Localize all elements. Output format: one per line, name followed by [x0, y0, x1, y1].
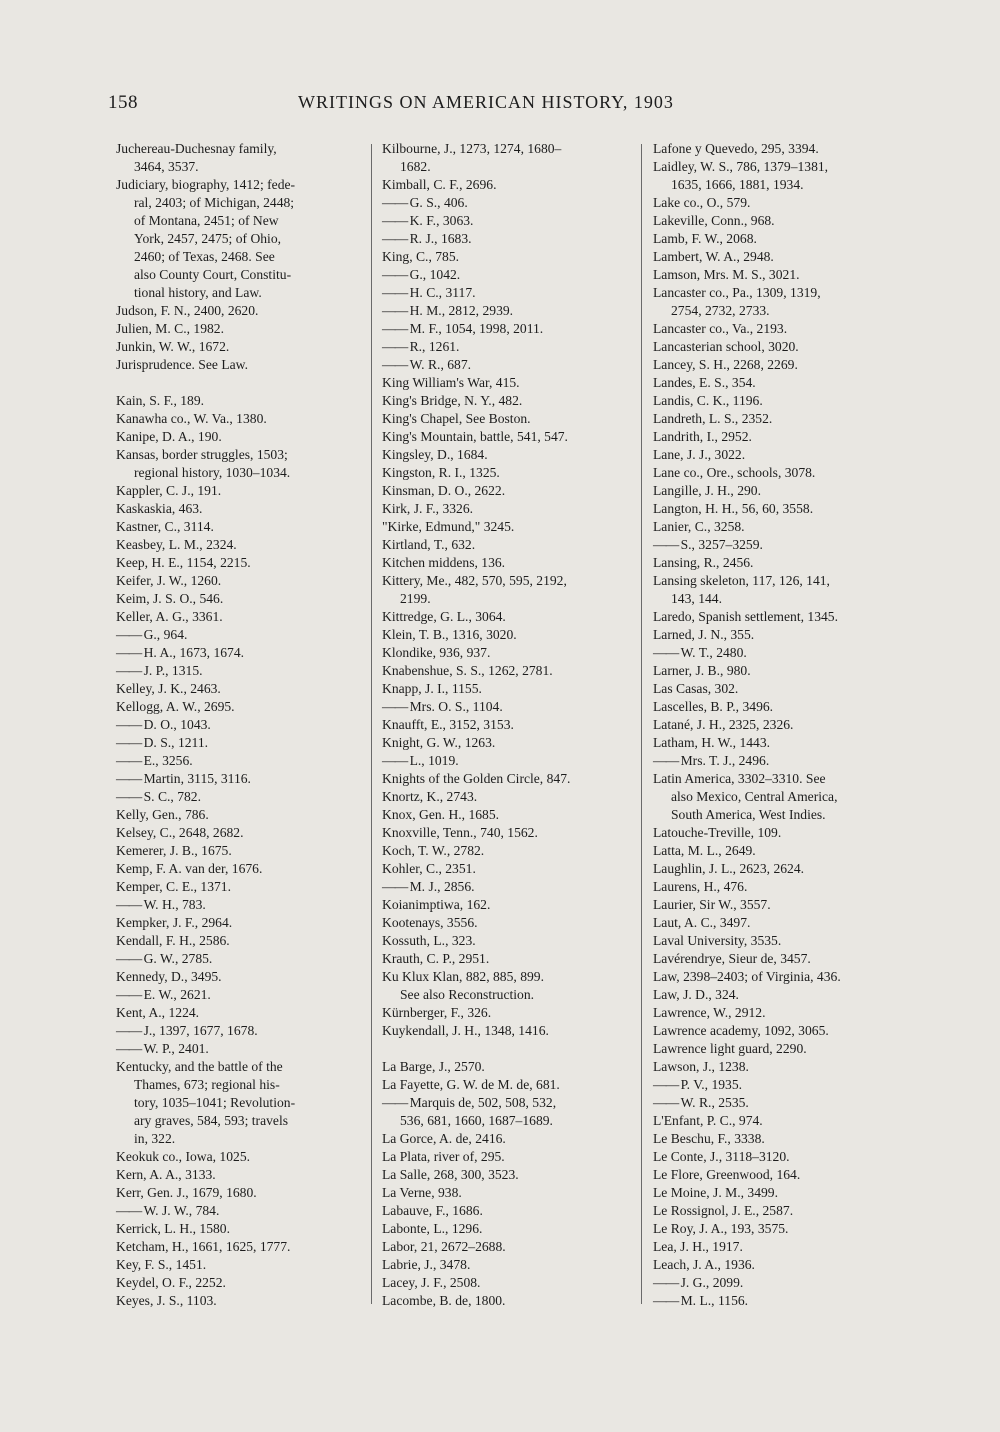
- index-entry: Landreth, L. S., 2352.: [653, 411, 773, 426]
- index-entry: Lake co., O., 579.: [653, 195, 751, 210]
- index-entry: Kentucky, and the battle of the: [116, 1059, 283, 1074]
- index-entry: —— Marquis de, 502, 508, 532,: [382, 1094, 632, 1112]
- index-entry: La Verne, 938.: [382, 1185, 462, 1200]
- index-entry: Laut, A. C., 3497.: [653, 915, 751, 930]
- index-entry: —— G. S., 406.: [382, 194, 632, 212]
- index-entry-continuation: See also Reconstruction.: [400, 987, 535, 1002]
- index-entry: Labor, 21, 2672–2688.: [382, 1239, 506, 1254]
- index-entry: Kittredge, G. L., 3064.: [382, 609, 506, 624]
- index-entry: Kuykendall, J. H., 1348, 1416.: [382, 1023, 549, 1038]
- index-entry: Lamb, F. W., 2068.: [653, 231, 757, 246]
- index-entry: —— E., 3256.: [116, 752, 362, 770]
- index-entry: Law, J. D., 324.: [653, 987, 739, 1002]
- index-entry: —— M. L., 1156.: [653, 1292, 908, 1310]
- index-entry: Jurisprudence. See Law.: [116, 357, 248, 372]
- index-entry: Kelsey, C., 2648, 2682.: [116, 825, 244, 840]
- index-entry-continuation: 3464, 3537.: [134, 159, 199, 174]
- index-entry-continuation: 2199.: [400, 591, 431, 606]
- index-entry: La Gorce, A. de, 2416.: [382, 1131, 506, 1146]
- index-entry: Laval University, 3535.: [653, 933, 782, 948]
- index-entry: Ketcham, H., 1661, 1625, 1777.: [116, 1239, 291, 1254]
- index-entry: —— D. S., 1211.: [116, 734, 362, 752]
- index-entry: Judson, F. N., 2400, 2620.: [116, 303, 259, 318]
- index-entry: Lakeville, Conn., 968.: [653, 213, 775, 228]
- index-entry: Kemp, F. A. van der, 1676.: [116, 861, 263, 876]
- index-entry: La Plata, river of, 295.: [382, 1149, 505, 1164]
- index-entry: —— M. F., 1054, 1998, 2011.: [382, 320, 632, 338]
- index-entry: Kimball, C. F., 2696.: [382, 177, 497, 192]
- index-entry: Kohler, C., 2351.: [382, 861, 476, 876]
- index-entry: Knights of the Golden Circle, 847.: [382, 771, 571, 786]
- index-entry: Kittery, Me., 482, 570, 595, 2192,: [382, 573, 567, 588]
- index-entry: Lamson, Mrs. M. S., 3021.: [653, 267, 800, 282]
- index-entry: Kemerer, J. B., 1675.: [116, 843, 232, 858]
- page-number: 158: [108, 92, 138, 113]
- index-entry: Le Conte, J., 3118–3120.: [653, 1149, 790, 1164]
- index-entry: Kelley, J. K., 2463.: [116, 681, 221, 696]
- index-entry-continuation: 1682.: [400, 159, 431, 174]
- index-entry: Keokuk co., Iowa, 1025.: [116, 1149, 251, 1164]
- index-entry: —— S. C., 782.: [116, 788, 362, 806]
- index-entry: —— H. M., 2812, 2939.: [382, 302, 632, 320]
- index-entry: Lanier, C., 3258.: [653, 519, 745, 534]
- index-entry: Lafone y Quevedo, 295, 3394.: [653, 141, 819, 156]
- index-entry: Langton, H. H., 56, 60, 3558.: [653, 501, 814, 516]
- index-column-1: [116, 140, 362, 1310]
- index-entry: —— P. V., 1935.: [653, 1076, 908, 1094]
- index-entry-continuation: tory, 1035–1041; Revolution-: [134, 1095, 296, 1110]
- index-entry: Keasbey, L. M., 2324.: [116, 537, 237, 552]
- index-entry-continuation: 1635, 1666, 1881, 1934.: [671, 177, 804, 192]
- index-entry: Lavérendrye, Sieur de, 3457.: [653, 951, 811, 966]
- index-entry: Kempker, J. F., 2964.: [116, 915, 233, 930]
- index-entry: Kerrick, L. H., 1580.: [116, 1221, 231, 1236]
- index-entry: King, C., 785.: [382, 249, 460, 264]
- index-entry: Knapp, J. I., 1155.: [382, 681, 482, 696]
- index-entry: Junkin, W. W., 1672.: [116, 339, 230, 354]
- index-entry-continuation: of Montana, 2451; of New: [134, 213, 279, 228]
- index-entry: Latouche-Treville, 109.: [653, 825, 782, 840]
- index-entry: Kingston, R. I., 1325.: [382, 465, 500, 480]
- index-entry: —— J. G., 2099.: [653, 1274, 908, 1292]
- index-entry: Kirtland, T., 632.: [382, 537, 476, 552]
- index-entry: Lansing, R., 2456.: [653, 555, 754, 570]
- index-entry: Landes, E. S., 354.: [653, 375, 756, 390]
- index-entry: Kain, S. F., 189.: [116, 393, 205, 408]
- index-entry: Latin America, 3302–3310. See: [653, 771, 826, 786]
- index-entry: Kaskaskia, 463.: [116, 501, 203, 516]
- index-entry: Le Moine, J. M., 3499.: [653, 1185, 778, 1200]
- index-entry: La Salle, 268, 300, 3523.: [382, 1167, 519, 1182]
- index-entry: —— J. P., 1315.: [116, 662, 362, 680]
- index-entry: Kern, A. A., 3133.: [116, 1167, 216, 1182]
- index-entry: Larned, J. N., 355.: [653, 627, 755, 642]
- index-entry: Julien, M. C., 1982.: [116, 321, 224, 336]
- index-entry: Knoxville, Tenn., 740, 1562.: [382, 825, 538, 840]
- index-entry: Keim, J. S. O., 546.: [116, 591, 224, 606]
- index-entry: —— W. P., 2401.: [116, 1040, 362, 1058]
- index-entry: Laredo, Spanish settlement, 1345.: [653, 609, 838, 624]
- index-entry: Lansing skeleton, 117, 126, 141,: [653, 573, 830, 588]
- index-entry: Laughlin, J. L., 2623, 2624.: [653, 861, 805, 876]
- index-entry: —— M. J., 2856.: [382, 878, 632, 896]
- index-entry: King's Bridge, N. Y., 482.: [382, 393, 523, 408]
- index-column-2: [382, 140, 632, 1310]
- index-entry: Koianimptiwa, 162.: [382, 897, 491, 912]
- index-entry: Knox, Gen. H., 1685.: [382, 807, 500, 822]
- index-entry: Laurens, H., 476.: [653, 879, 748, 894]
- index-entry: Keydel, O. F., 2252.: [116, 1275, 226, 1290]
- index-entry: Kappler, C. J., 191.: [116, 483, 222, 498]
- index-entry: Koch, T. W., 2782.: [382, 843, 485, 858]
- index-entry: Kürnberger, F., 326.: [382, 1005, 492, 1020]
- index-entry-continuation: South America, West Indies.: [671, 807, 826, 822]
- index-entry-continuation: in, 322.: [134, 1131, 176, 1146]
- index-entry: —— G., 964.: [116, 626, 362, 644]
- index-entry-continuation: Thames, 673; regional his-: [134, 1077, 280, 1092]
- index-entry: Keifer, J. W., 1260.: [116, 573, 222, 588]
- index-entry: Lancaster co., Va., 2193.: [653, 321, 788, 336]
- column-divider-2: [641, 144, 642, 1304]
- index-entry: —— K. F., 3063.: [382, 212, 632, 230]
- index-entry: Krauth, C. P., 2951.: [382, 951, 490, 966]
- index-entry: —— R. J., 1683.: [382, 230, 632, 248]
- index-entry: Lawson, J., 1238.: [653, 1059, 749, 1074]
- index-entry: Langille, J. H., 290.: [653, 483, 761, 498]
- index-entry: Leach, J. A., 1936.: [653, 1257, 755, 1272]
- index-entry: Labrie, J., 3478.: [382, 1257, 471, 1272]
- index-entry: Lane, J. J., 3022.: [653, 447, 746, 462]
- page-header: [108, 92, 903, 122]
- index-entry: Juchereau-Duchesnay family,: [116, 141, 277, 156]
- index-entry: Kendall, F. H., 2586.: [116, 933, 230, 948]
- index-entry: —— W. J. W., 784.: [116, 1202, 362, 1220]
- index-entry: Lancasterian school, 3020.: [653, 339, 799, 354]
- index-entry: Lambert, W. A., 2948.: [653, 249, 774, 264]
- index-entry: —— Mrs. O. S., 1104.: [382, 698, 632, 716]
- index-entry: Knortz, K., 2743.: [382, 789, 478, 804]
- index-entry: Klondike, 936, 937.: [382, 645, 491, 660]
- index-entry: Le Flore, Greenwood, 164.: [653, 1167, 801, 1182]
- running-title: WRITINGS ON AMERICAN HISTORY, 1903: [298, 92, 674, 112]
- index-entry: Le Roy, J. A., 193, 3575.: [653, 1221, 789, 1236]
- index-entry: —— J., 1397, 1677, 1678.: [116, 1022, 362, 1040]
- index-entry-continuation: 536, 681, 1660, 1687–1689.: [400, 1113, 553, 1128]
- index-entry: Kennedy, D., 3495.: [116, 969, 222, 984]
- index-entry: Le Beschu, F., 3338.: [653, 1131, 765, 1146]
- index-entry-continuation: 2460; of Texas, 2468. See: [134, 249, 275, 264]
- index-entry: Knabenshue, S. S., 1262, 2781.: [382, 663, 553, 678]
- index-entry: Kanawha co., W. Va., 1380.: [116, 411, 267, 426]
- index-entry: Ku Klux Klan, 882, 885, 899.: [382, 969, 544, 984]
- index-entry: King's Mountain, battle, 541, 547.: [382, 429, 568, 444]
- index-entry: Lawrence, W., 2912.: [653, 1005, 766, 1020]
- index-entry: —— Martin, 3115, 3116.: [116, 770, 362, 788]
- index-entry: Keyes, J. S., 1103.: [116, 1293, 217, 1308]
- index-entry: King's Chapel, See Boston.: [382, 411, 531, 426]
- index-entry: Lawrence light guard, 2290.: [653, 1041, 807, 1056]
- index-entry-continuation: regional history, 1030–1034.: [134, 465, 291, 480]
- index-entry: Latané, J. H., 2325, 2326.: [653, 717, 794, 732]
- index-entry: —— W. R., 2535.: [653, 1094, 908, 1112]
- index-entry: Lane co., Ore., schools, 3078.: [653, 465, 816, 480]
- index-entry-continuation: also Mexico, Central America,: [671, 789, 838, 804]
- index-entry: —— S., 3257–3259.: [653, 536, 908, 554]
- index-entry-continuation: York, 2457, 2475; of Ohio,: [134, 231, 282, 246]
- index-entry: Latta, M. L., 2649.: [653, 843, 756, 858]
- index-entry-continuation: tional history, and Law.: [134, 285, 262, 300]
- index-entry: Larner, J. B., 980.: [653, 663, 751, 678]
- index-entry: Kanipe, D. A., 190.: [116, 429, 222, 444]
- index-entry: Kingsley, D., 1684.: [382, 447, 488, 462]
- index-entry: Kansas, border struggles, 1503;: [116, 447, 288, 462]
- index-entry: L'Enfant, P. C., 974.: [653, 1113, 763, 1128]
- index-entry: Lea, J. H., 1917.: [653, 1239, 743, 1254]
- index-entry: Las Casas, 302.: [653, 681, 739, 696]
- index-entry: Keep, H. E., 1154, 2215.: [116, 555, 251, 570]
- index-entry: Labonte, L., 1296.: [382, 1221, 483, 1236]
- index-entry: Landrith, I., 2952.: [653, 429, 752, 444]
- index-entry-continuation: ral, 2403; of Michigan, 2448;: [134, 195, 295, 210]
- index-entry: Kossuth, L., 323.: [382, 933, 476, 948]
- index-entry: —— W. H., 783.: [116, 896, 362, 914]
- index-entry: Kootenays, 3556.: [382, 915, 478, 930]
- index-entry: Lascelles, B. P., 3496.: [653, 699, 774, 714]
- index-entry: Lancey, S. H., 2268, 2269.: [653, 357, 798, 372]
- index-entry: —— Mrs. T. J., 2496.: [653, 752, 908, 770]
- index-entry: La Fayette, G. W. de M. de, 681.: [382, 1077, 560, 1092]
- index-entry: —— E. W., 2621.: [116, 986, 362, 1004]
- index-entry: Lawrence academy, 1092, 3065.: [653, 1023, 829, 1038]
- index-entry: Laurier, Sir W., 3557.: [653, 897, 771, 912]
- index-entry: Laidley, W. S., 786, 1379–1381,: [653, 159, 829, 174]
- index-entry: —— H. C., 3117.: [382, 284, 632, 302]
- index-entry: King William's War, 415.: [382, 375, 520, 390]
- index-entry: Keller, A. G., 3361.: [116, 609, 223, 624]
- index-entry: Kirk, J. F., 3326.: [382, 501, 474, 516]
- index-entry: Le Rossignol, J. E., 2587.: [653, 1203, 794, 1218]
- index-entry: —— W. R., 687.: [382, 356, 632, 374]
- index-entry: Kellogg, A. W., 2695.: [116, 699, 235, 714]
- index-entry: —— G. W., 2785.: [116, 950, 362, 968]
- index-entry: Klein, T. B., 1316, 3020.: [382, 627, 517, 642]
- index-column-3: [653, 140, 908, 1310]
- index-entry: Knight, G. W., 1263.: [382, 735, 496, 750]
- index-entry: Kilbourne, J., 1273, 1274, 1680–: [382, 141, 562, 156]
- index-entry: Kelly, Gen., 786.: [116, 807, 209, 822]
- index-entry: —— W. T., 2480.: [653, 644, 908, 662]
- index-entry: Kent, A., 1224.: [116, 1005, 200, 1020]
- index-entry-continuation: also County Court, Constitu-: [134, 267, 292, 282]
- index-entry: Kastner, C., 3114.: [116, 519, 214, 534]
- index-entry: —— D. O., 1043.: [116, 716, 362, 734]
- column-divider-1: [371, 144, 372, 1304]
- index-entry: Law, 2398–2403; of Virginia, 436.: [653, 969, 841, 984]
- index-entry: Kinsman, D. O., 2622.: [382, 483, 506, 498]
- index-entry: —— G., 1042.: [382, 266, 632, 284]
- index-entry: Judiciary, biography, 1412; fede-: [116, 177, 296, 192]
- index-entry-continuation: 2754, 2732, 2733.: [671, 303, 770, 318]
- index-entry: —— H. A., 1673, 1674.: [116, 644, 362, 662]
- index-entry: Kemper, C. E., 1371.: [116, 879, 231, 894]
- index-entry: Knaufft, E., 3152, 3153.: [382, 717, 514, 732]
- index-entry-continuation: 143, 144.: [671, 591, 722, 606]
- index-entry: Labauve, F., 1686.: [382, 1203, 483, 1218]
- index-entry: "Kirke, Edmund," 3245.: [382, 519, 515, 534]
- index-entry: Key, F. S., 1451.: [116, 1257, 207, 1272]
- index-entry: La Barge, J., 2570.: [382, 1059, 485, 1074]
- index-entry-continuation: ary graves, 584, 593; travels: [134, 1113, 289, 1128]
- index-entry: Kerr, Gen. J., 1679, 1680.: [116, 1185, 257, 1200]
- index-entry: Landis, C. K., 1196.: [653, 393, 763, 408]
- index-entry: —— R., 1261.: [382, 338, 632, 356]
- index-entry: Lancaster co., Pa., 1309, 1319,: [653, 285, 821, 300]
- index-entry: Lacey, J. F., 2508.: [382, 1275, 481, 1290]
- index-entry: —— L., 1019.: [382, 752, 632, 770]
- index-entry: Latham, H. W., 1443.: [653, 735, 771, 750]
- index-entry: Lacombe, B. de, 1800.: [382, 1293, 506, 1308]
- index-entry: Kitchen middens, 136.: [382, 555, 506, 570]
